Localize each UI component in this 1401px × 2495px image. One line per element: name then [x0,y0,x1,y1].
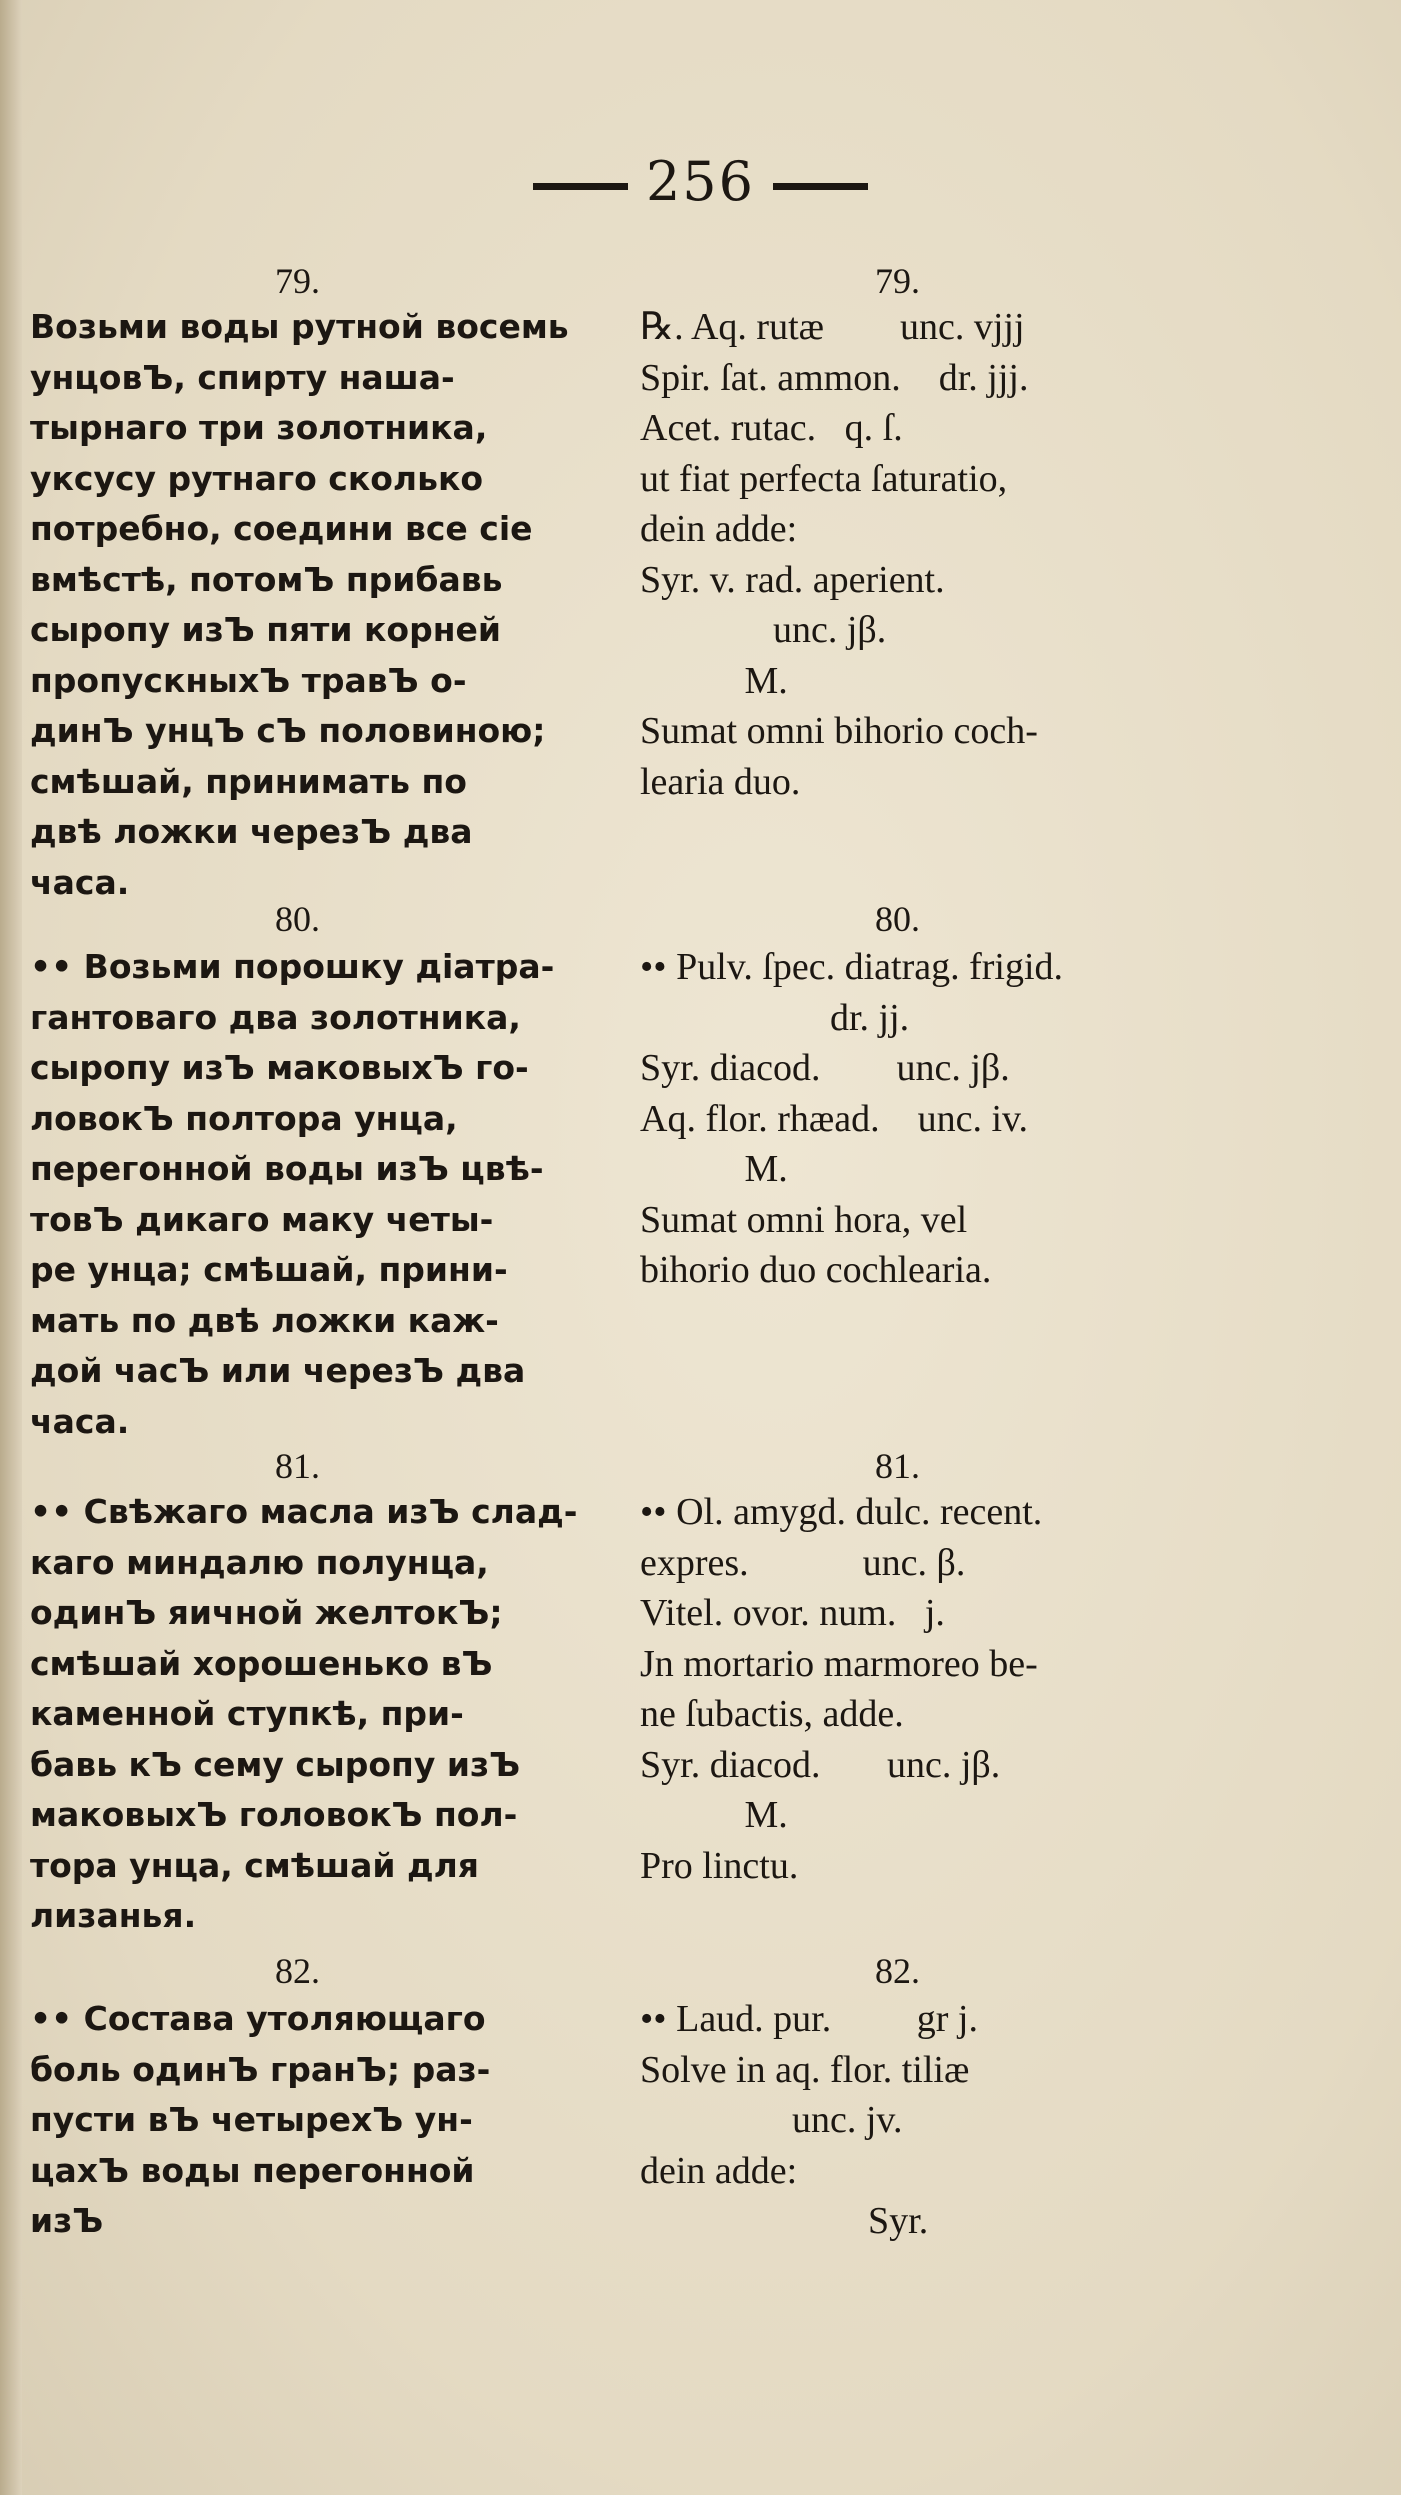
text-line: M. [640,659,788,702]
text-line: M. [640,1148,788,1190]
text-line: M. [640,1794,788,1836]
text-line: Syr. v. rad. aperient. [640,558,945,601]
prescription-number: 81. [275,1446,320,1486]
text-line: ℞. Aq. rutæ unc. vjjj [640,306,1025,348]
text-line: лизанья. [30,1896,197,1935]
text-line: товЪ дикаго маку четы- [30,1199,494,1239]
text-line: Solve in aq. flor. tiliæ [640,2048,970,2091]
text-line: унцовЪ, спирту наша- [30,357,455,397]
text-line: unc. jβ. [640,609,887,651]
text-line: ne ſubactis, adde. [640,1693,904,1735]
text-line: боль одинЪ гранЪ; раз- [30,2049,491,2089]
text-line: Syr. [640,2200,929,2242]
text-line: Возьми воды рутной восемь [30,307,569,346]
text-line: динЪ унцЪ сЪ половиною; [30,711,546,750]
text-line: Syr. diacod. unc. jβ. [640,1743,1001,1786]
text-line: ре унца; смѣшай, прини- [30,1250,508,1289]
text-line: Vitel. ovor. num. j. [640,1592,945,1634]
text-line: перегонной воды изЪ цвѣ- [30,1149,544,1188]
page-spine-shadow [0,0,22,2495]
text-line: одинЪ яичной желтокЪ; [30,1593,503,1632]
text-line: пропускныхЪ травЪ о- [30,660,467,700]
text-line: dr. jj. [640,996,910,1039]
text-line: •• Состава утоляющаго [30,1999,486,2038]
text-line: бавь кЪ сему сыропу изЪ [30,1744,521,1784]
text-line: Spir. ſat. ammon. dr. jjj. [640,356,1029,399]
text-line: пусти вЪ четырехЪ ун- [30,2100,473,2139]
text-line: learia duo. [640,760,801,803]
prescription-number: 80. [875,899,920,939]
text-line: сыропу изЪ пяти корней [30,610,502,649]
text-line: •• Возьми порошку діатра- [30,947,555,986]
text-line: сыропу изЪ маковыхЪ го- [30,1048,529,1087]
text-line: смѣшай, принимать по [30,761,467,801]
text-line: маковыхЪ головокЪ пол- [30,1795,518,1834]
header-dash-left [533,183,628,190]
text-line: Syr. diacod. unc. jβ. [640,1047,1010,1089]
prescription-number: 79. [875,261,920,301]
text-line: потребно, соедини все сіе [30,509,533,548]
header-dash-right [773,183,868,190]
text-line: •• Laud. pur. gr j. [640,1998,978,2040]
text-line: каго миндалю полунца, [30,1542,489,1582]
text-line: часа. [30,862,130,902]
text-line: ut fiat perfecta ſaturatio, [640,457,1008,500]
text-line: вмѣстѣ, потомЪ прибавь [30,559,503,599]
text-line: цахЪ воды перегонной [30,2150,475,2190]
text-line: expres. unc. β. [640,1541,966,1584]
text-line: Jn mortario marmoreo be- [640,1642,1038,1685]
text-line: каменной ступкѣ, при- [30,1694,464,1733]
page-number: 256 [645,150,756,213]
text-line: тора унца, смѣшай для [30,1845,479,1885]
page-header [0,150,1401,213]
text-line: Aq. flor. rhæad. unc. iv. [640,1097,1029,1140]
text-line: тырнаго три золотника, [30,408,488,447]
text-line: dein adde: [640,2149,798,2192]
text-line: unc. jv. [640,2099,903,2141]
text-line: смѣшай хорошенько вЪ [30,1643,493,1683]
text-line: Sumat omni hora, vel [640,1198,968,1241]
text-line: •• Ol. amygd. dulc. recent. [640,1491,1043,1533]
prescription-number: 81. [875,1446,920,1486]
text-line: Pro linctu. [640,1844,799,1887]
text-line: Sumat omni bihorio coch- [640,710,1038,752]
text-line: bihorio duo cochlearia. [640,1249,992,1291]
text-line: двѣ ложки черезЪ два [30,812,473,851]
text-line: часа. [30,1401,130,1441]
prescription-number: 79. [275,261,320,301]
text-line: •• Pulv. ſpec. diatrag. frigid. [640,946,1064,988]
text-line: мать по двѣ ложки каж- [30,1300,499,1340]
prescription-number: 82. [875,1951,920,1991]
text-line: •• Свѣжаго масла изЪ слад- [30,1492,578,1531]
text-line: уксусу рутнаго сколько [30,458,484,498]
prescription-number: 80. [275,899,320,939]
text-line: изЪ [30,2201,104,2240]
text-line: ловокЪ полтора унца, [30,1098,458,1138]
prescription-number: 82. [275,1951,320,1991]
text-line: Acet. rutac. q. ſ. [640,407,903,449]
text-line: дой часЪ или черезЪ два [30,1351,526,1390]
text-line: dein adde: [640,508,798,550]
text-line: гантоваго два золотника, [30,997,521,1037]
